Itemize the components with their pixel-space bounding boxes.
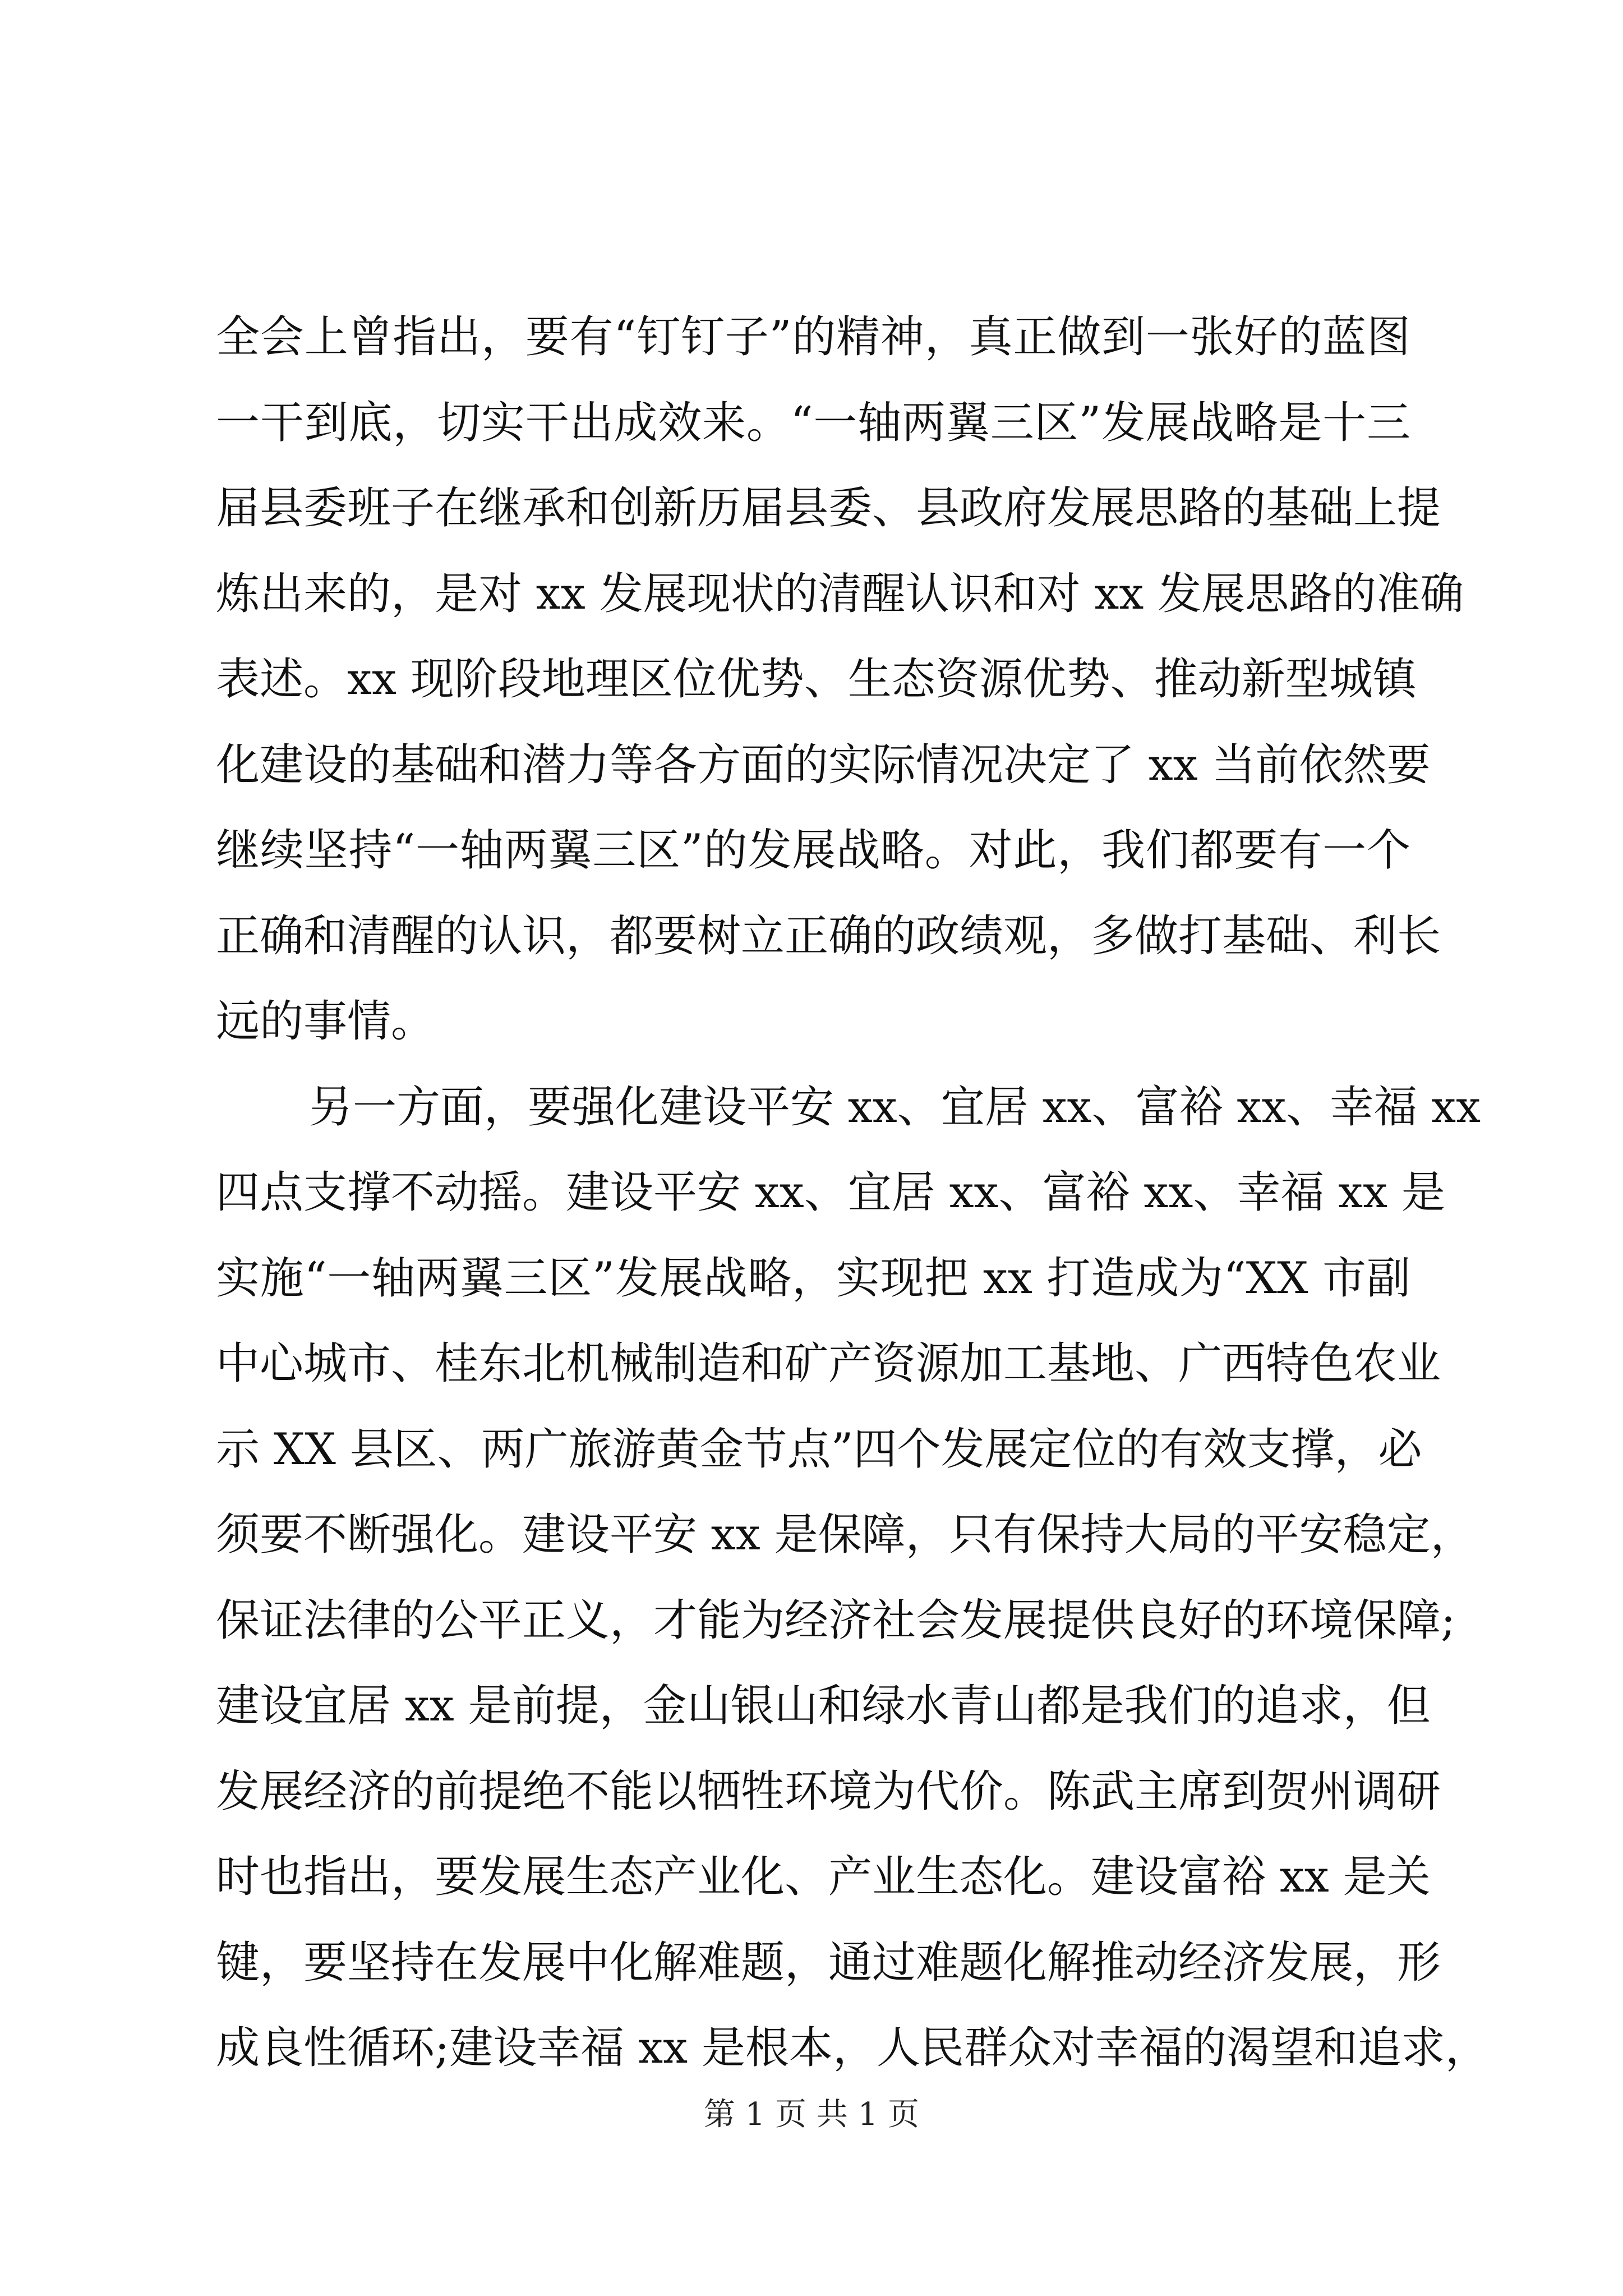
text-line-17: 建设宜居 xx 是前提，金山银山和绿水青山都是我们的追求，但 (216, 1681, 1431, 1731)
text-line-4: 炼出来的，是对 xx 发展现状的清醒认识和对 xx 发展思路的准确 (216, 568, 1464, 619)
page-footer: 第 1 页 共 1 页 (703, 2096, 920, 2133)
text-line-20: 键，要坚持在发展中化解难题，通过难题化解推动经济发展，形 (216, 1937, 1441, 1988)
text-line-1: 全会上曾指出，要有“钉钉子”的精神，真正做到一张好的蓝图 (216, 312, 1410, 362)
text-line-5: 表述。xx 现阶段地理区位优势、生态资源优势、推动新型城镇 (216, 654, 1417, 705)
text-line-13: 中心城市、桂东北机械制造和矿产资源加工基地、广西特色农业 (216, 1338, 1441, 1389)
text-line-7: 继续坚持“一轴两翼三区”的发展战略。对此，我们都要有一个 (216, 825, 1410, 876)
document-body (216, 295, 1489, 2091)
text-line-2: 一干到底，切实干出成效来。“一轴两翼三区”发展战略是十三 (216, 397, 1410, 448)
text-line-6: 化建设的基础和潜力等各方面的实际情况决定了 xx 当前依然要 (216, 739, 1431, 790)
text-line-16: 保证法律的公平正义，才能为经济社会发展提供良好的环境保障; (216, 1595, 1456, 1646)
text-line-18: 发展经济的前提绝不能以牺牲环境为代价。陈武主席到贺州调研 (216, 1766, 1441, 1817)
text-line-11: 四点支撑不动摇。建设平安 xx、宜居 xx、富裕 xx、幸福 xx 是 (216, 1167, 1445, 1218)
text-line-21: 成良性循环;建设幸福 xx 是根本，人民群众对幸福的渴望和追求， (216, 2023, 1489, 2073)
text-line-14: 示 XX 县区、两广旅游黄金节点”四个发展定位的有效支撑，必 (216, 1424, 1422, 1475)
text-line-9: 远的事情。 (216, 996, 435, 1047)
text-line-8: 正确和清醒的认识，都要树立正确的政绩观，多做打基础、利长 (216, 910, 1441, 961)
paragraph-start-line: 另一方面，要强化建设平安 xx、宜居 xx、富裕 xx、幸福 xx (309, 1082, 1481, 1133)
text-line-12: 实施“一轴两翼三区”发展战略，实现把 xx 打造成为“XX 市副 (216, 1253, 1410, 1304)
text-line-3: 届县委班子在继承和创新历届县委、县政府发展思路的基础上提 (216, 483, 1441, 533)
text-line-19: 时也指出，要发展生态产业化、产业生态化。建设富裕 xx 是关 (216, 1852, 1431, 1902)
text-line-15: 须要不断强化。建设平安 xx 是保障，只有保持大局的平安稳定， (216, 1510, 1474, 1560)
